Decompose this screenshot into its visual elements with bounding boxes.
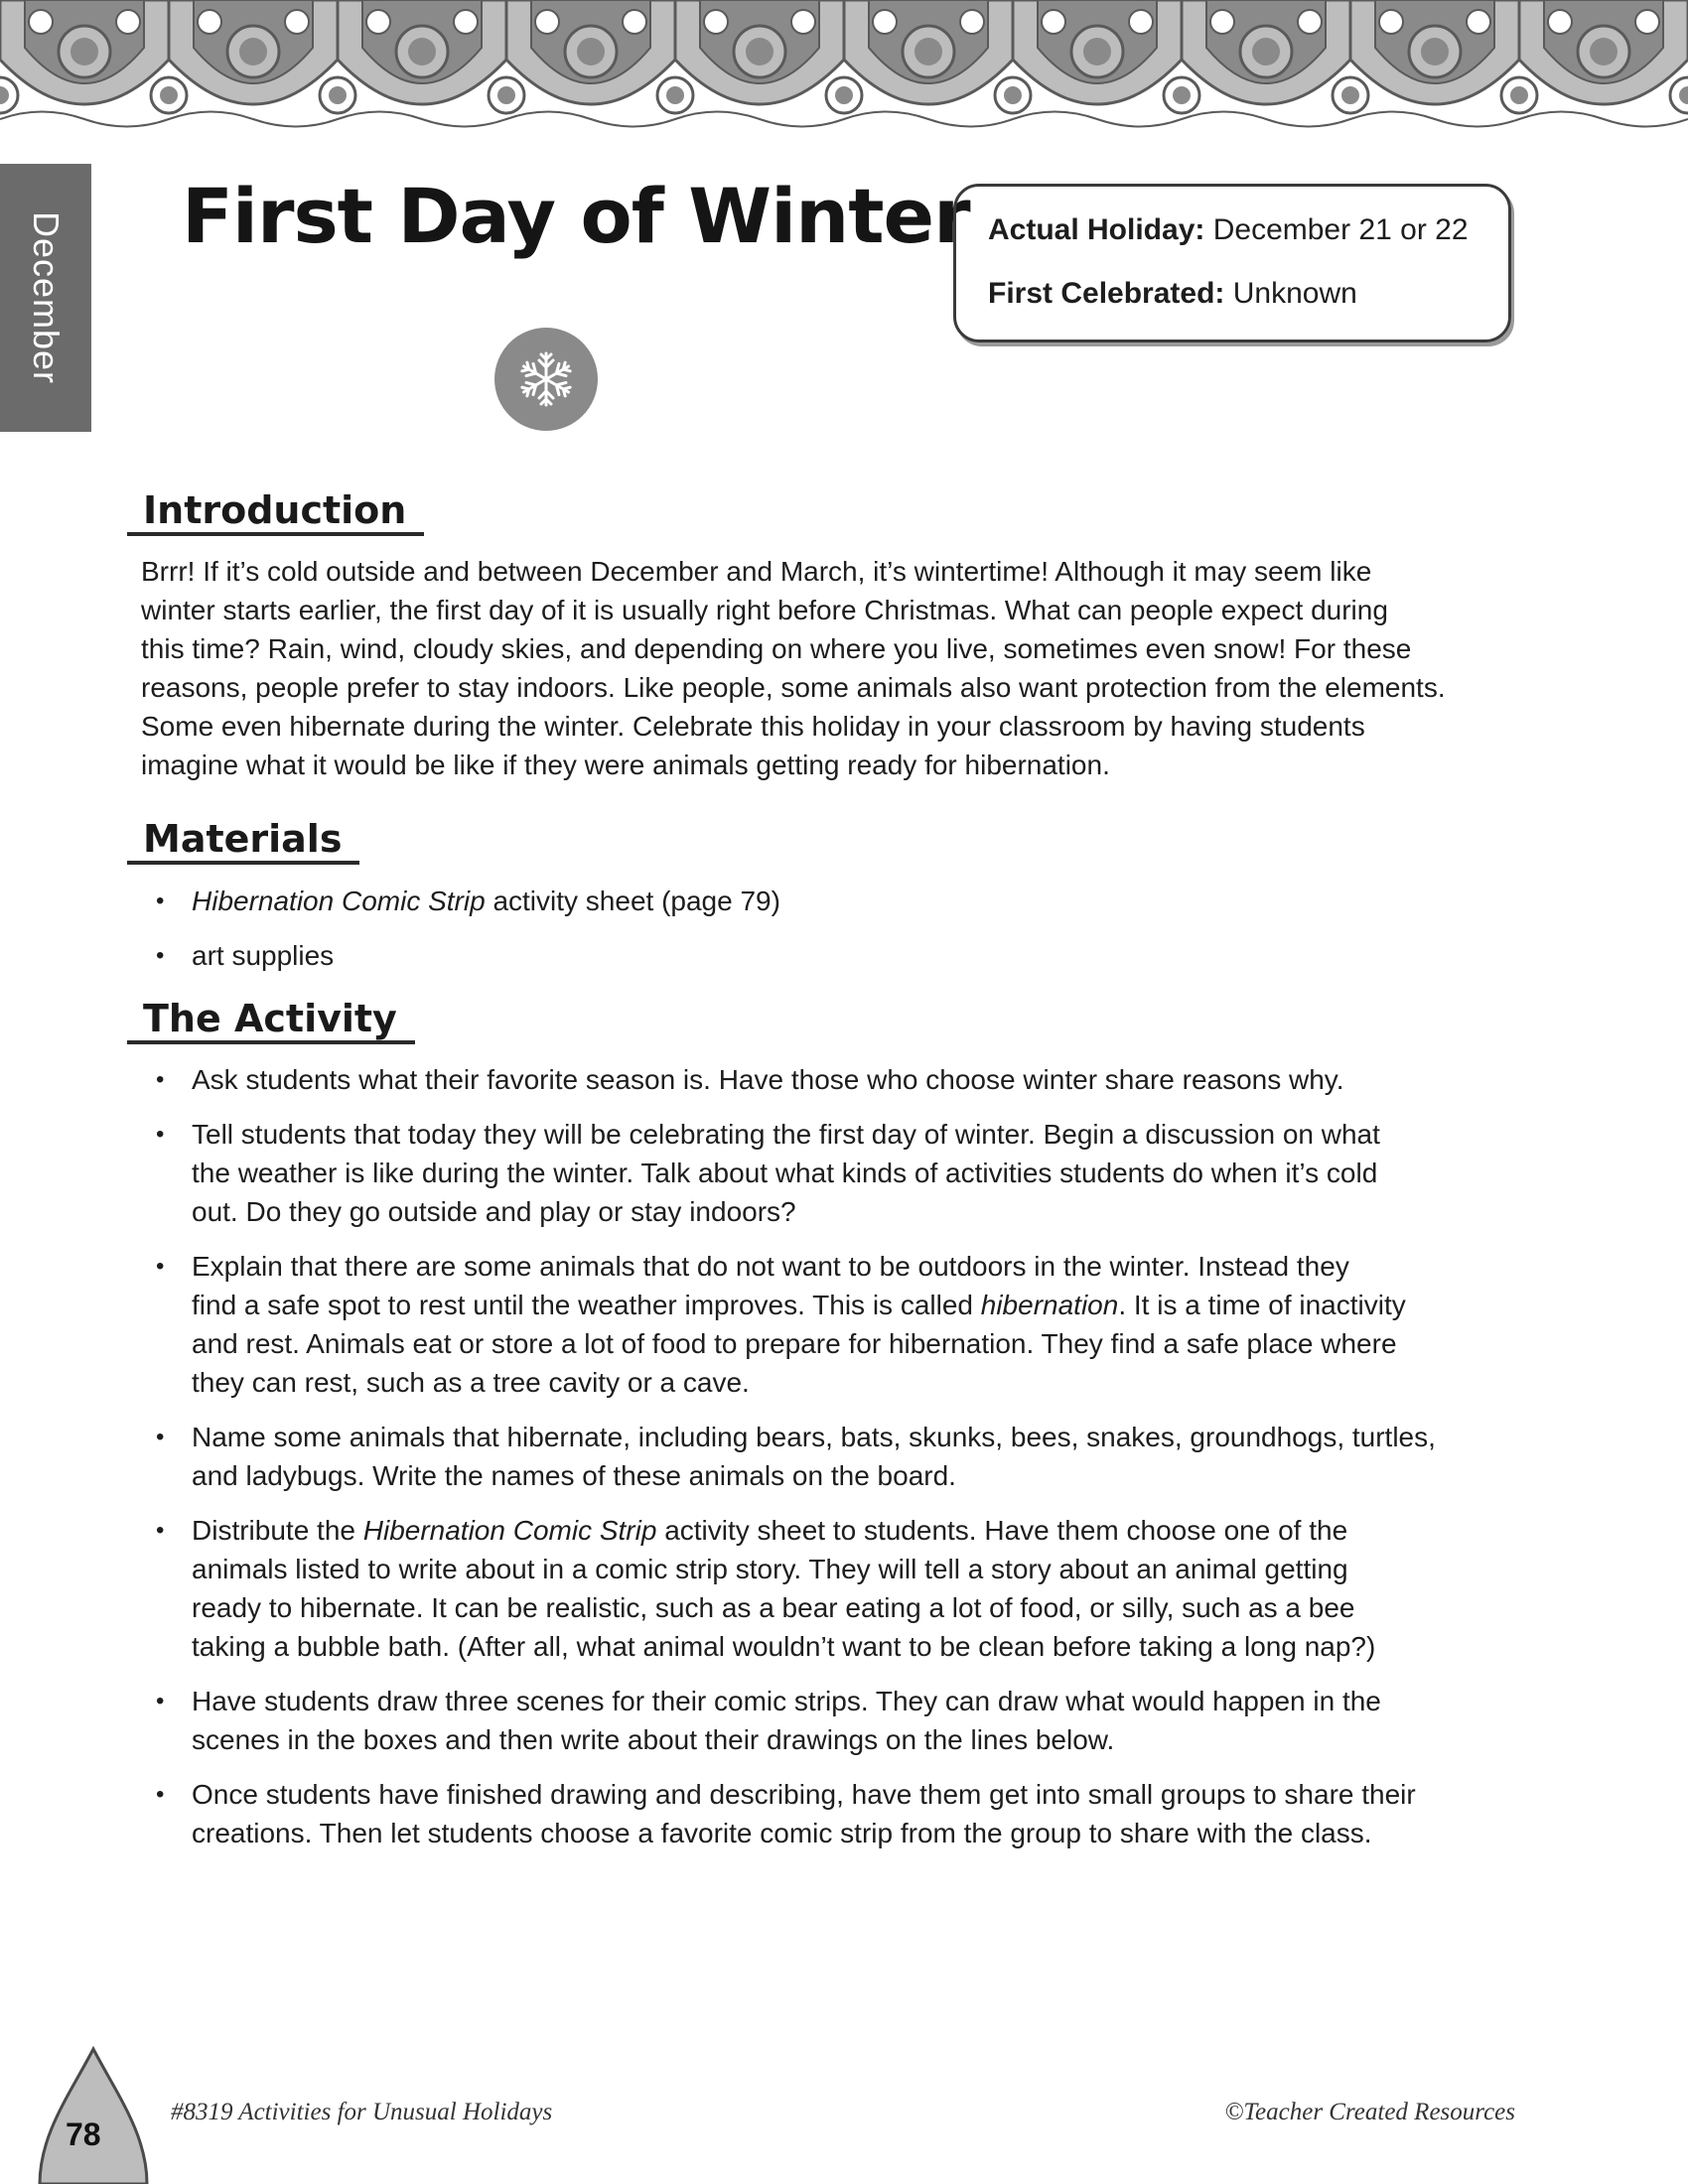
footer-copyright: ©Teacher Created Resources	[1224, 2099, 1515, 2125]
activity-line: • Once students have finished drawing and describing, have them get into small groups to share their	[192, 1779, 1416, 1810]
activity-line: • Name some animals that hibernate, including bears, bats, skunks, bees, snakes, groundhogs, turtles,	[192, 1422, 1436, 1452]
activity-line: out. Do they go outside and play or stay indoors?	[192, 1196, 796, 1227]
actual-holiday-line	[988, 210, 1478, 274]
activity-line: and rest. Animals eat or store a lot of food to prepare for hibernation. They find a safe place where	[192, 1328, 1397, 1359]
month-tab-label: December	[26, 210, 67, 385]
activity-sheet-title: Hibernation Comic Strip	[362, 1515, 657, 1546]
page-number-corner	[34, 2045, 153, 2184]
activity-line: creations. Then let students choose a favorite comic strip from the group to share with the class.	[192, 1818, 1372, 1848]
introduction-heading: Introduction	[127, 488, 424, 536]
activity-step	[154, 1418, 1524, 1495]
activity-line: • Tell students that today they will be celebrating the first day of winter. Begin a discussion on what	[192, 1119, 1380, 1150]
activity-line	[192, 1286, 1524, 1324]
materials-item-text: art supplies	[192, 940, 335, 971]
actual-holiday-label: Actual Holiday:	[988, 213, 1205, 246]
activity-line	[192, 1511, 1524, 1550]
materials-item	[154, 882, 1524, 920]
page-number: 78	[66, 2116, 101, 2152]
holiday-info-box	[953, 184, 1511, 342]
activity-text: find a safe spot to rest until the weather improves. This is called	[192, 1290, 981, 1320]
materials-item	[154, 936, 1524, 975]
activity-line: the weather is like during the winter. Talk about what kinds of activities students do when it’s cold	[192, 1158, 1378, 1188]
activity-text: Distribute the	[192, 1515, 363, 1546]
decorative-top-border	[0, 0, 1688, 129]
activity-step	[154, 1247, 1524, 1402]
intro-line: winter starts earlier, the first day of it is usually right before Christmas. What can people expect during	[141, 595, 1388, 625]
activity-text: activity sheet to students. Have them choose one of the	[656, 1515, 1348, 1546]
activity-line: ready to hibernate. It can be realistic, such as a bear eating a lot of food, or silly, such as a bee	[192, 1592, 1355, 1623]
activity-text: . It is a time of inactivity	[1118, 1290, 1406, 1320]
first-celebrated-label: First Celebrated:	[988, 277, 1225, 310]
activity-step	[154, 1682, 1524, 1759]
activity-line: they can rest, such as a tree cavity or a cave.	[192, 1367, 750, 1398]
intro-line: imagine what it would be like if they were animals getting ready for hibernation.	[141, 750, 1110, 780]
introduction-paragraph	[141, 552, 1521, 784]
intro-line: reasons, people prefer to stay indoors. Like people, some animals also want protection from the elements.	[141, 672, 1446, 703]
activity-list	[154, 1060, 1524, 1868]
activity-line: animals listed to write about in a comic strip story. They will tell a story about an animal getting	[192, 1554, 1348, 1584]
first-celebrated-value: Unknown	[1232, 277, 1357, 310]
activity-line: • Explain that there are some animals that do not want to be outdoors in the winter. Instead they	[192, 1251, 1349, 1282]
activity-step	[154, 1775, 1524, 1852]
activity-line: • Ask students what their favorite season is. Have those who choose winter share reasons why.	[192, 1064, 1344, 1095]
intro-line: Some even hibernate during the winter. Celebrate this holiday in your classroom by having students	[141, 711, 1365, 742]
activity-step	[154, 1115, 1524, 1231]
snowflake-icon	[494, 328, 598, 431]
snowflake-badge	[494, 328, 598, 431]
activity-step	[154, 1511, 1524, 1666]
activity-line: and ladybugs. Write the names of these animals on the board.	[192, 1460, 956, 1491]
intro-line: this time? Rain, wind, cloudy skies, and depending on where you live, sometimes even snow! For these	[141, 633, 1412, 664]
hibernation-term: hibernation	[980, 1290, 1119, 1320]
materials-list	[154, 882, 1524, 991]
activity-step	[154, 1060, 1524, 1099]
activity-line: taking a bubble bath. (After all, what animal wouldn’t want to be clean before taking a long nap?)	[192, 1631, 1376, 1662]
materials-heading: Materials	[127, 817, 359, 865]
page-title: First Day of Winter	[182, 172, 970, 260]
actual-holiday-value: December 21 or 22	[1212, 213, 1469, 246]
materials-item-text: activity sheet (page 79)	[485, 886, 780, 916]
footer-book-title: #8319 Activities for Unusual Holidays	[171, 2099, 553, 2125]
intro-line: Brrr! If it’s cold outside and between December and March, it’s wintertime! Although it may seem like	[141, 556, 1372, 587]
activity-line: scenes in the boxes and then write about their drawings on the lines below.	[192, 1724, 1115, 1755]
activity-line: • Have students draw three scenes for their comic strips. They can draw what would happen in the	[192, 1686, 1381, 1716]
activity-sheet-title: Hibernation Comic Strip	[192, 886, 486, 916]
activity-heading: The Activity	[127, 997, 415, 1044]
first-celebrated-line	[988, 274, 1478, 338]
